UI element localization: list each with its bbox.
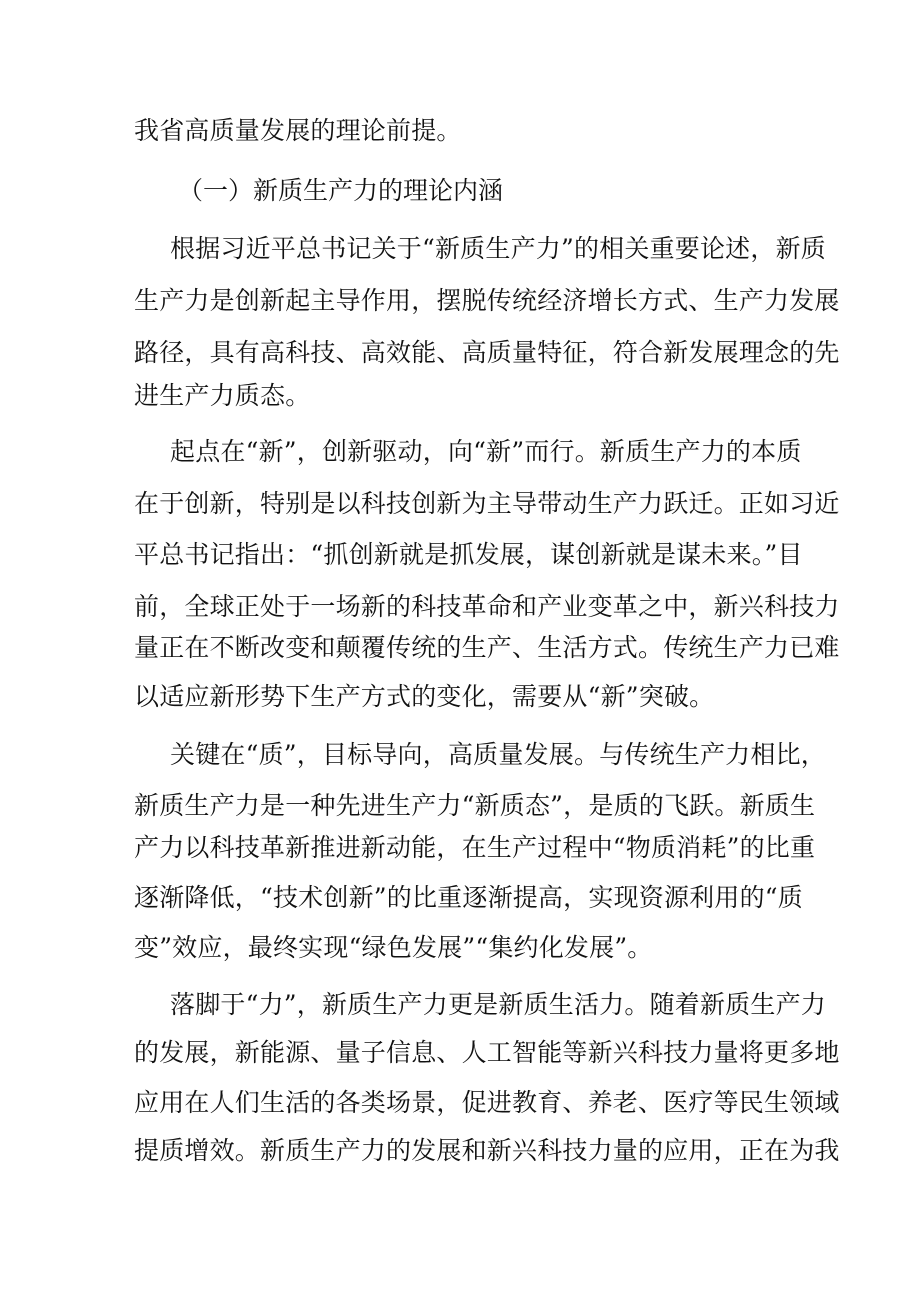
paragraph-line: 以适应新形势下生产方式的变化，需要从“新”突破。 — [134, 682, 715, 711]
paragraph-line: 根据习近平总书记关于“新质生产力”的相关重要论述，新质 — [170, 234, 826, 263]
paragraph-line: 路径，具有高科技、高效能、高质量特征，符合新发展理念的先 — [134, 338, 840, 367]
section-heading: （一）新质生产力的理论内涵 — [178, 176, 504, 205]
paragraph-line: 起点在“新”，创新驱动，向“新”而行。新质生产力的本质 — [170, 437, 802, 466]
paragraph-line: 平总书记指出：“抓创新就是抓发展，谋创新就是谋未来。”目 — [134, 540, 803, 569]
paragraph-line: 量正在不断改变和颠覆传统的生产、生活方式。传统生产力已难 — [134, 633, 840, 662]
paragraph-line: 逐渐降低，“技术创新”的比重逐渐提高，实现资源利用的“质 — [134, 883, 803, 912]
paragraph-line: 变”效应，最终实现“绿色发展”“集约化发展”。 — [134, 933, 653, 962]
paragraph-line: 新质生产力是一种先进生产力“新质态”，是质的飞跃。新质生 — [134, 791, 816, 820]
paragraph-line: 生产力是创新起主导作用，摆脱传统经济增长方式、生产力发展 — [134, 286, 840, 315]
paragraph-line: 落脚于“力”，新质生产力更是新质生活力。随着新质生产力 — [170, 990, 826, 1019]
paragraph-line: 在于创新，特别是以科技创新为主导带动生产力跃迁。正如习近 — [134, 489, 840, 518]
paragraph-line: 应用在人们生活的各类场景，促进教育、养老、医疗等民生领域 — [134, 1088, 840, 1117]
paragraph-line: 的发展，新能源、量子信息、人工智能等新兴科技力量将更多地 — [134, 1038, 840, 1067]
paragraph-line: 前，全球正处于一场新的科技革命和产业变革之中，新兴科技力 — [134, 592, 840, 621]
paragraph-line: 进生产力质态。 — [134, 381, 311, 410]
paragraph-line: 提质增效。新质生产力的发展和新兴科技力量的应用，正在为我 — [134, 1136, 840, 1165]
intro-line: 我省高质量发展的理论前提。 — [134, 116, 462, 145]
paragraph-line: 关键在“质”，目标导向，高质量发展。与传统生产力相比， — [170, 740, 826, 769]
paragraph-line: 产力以科技革新推进新动能，在生产过程中“物质消耗”的比重 — [134, 833, 816, 862]
